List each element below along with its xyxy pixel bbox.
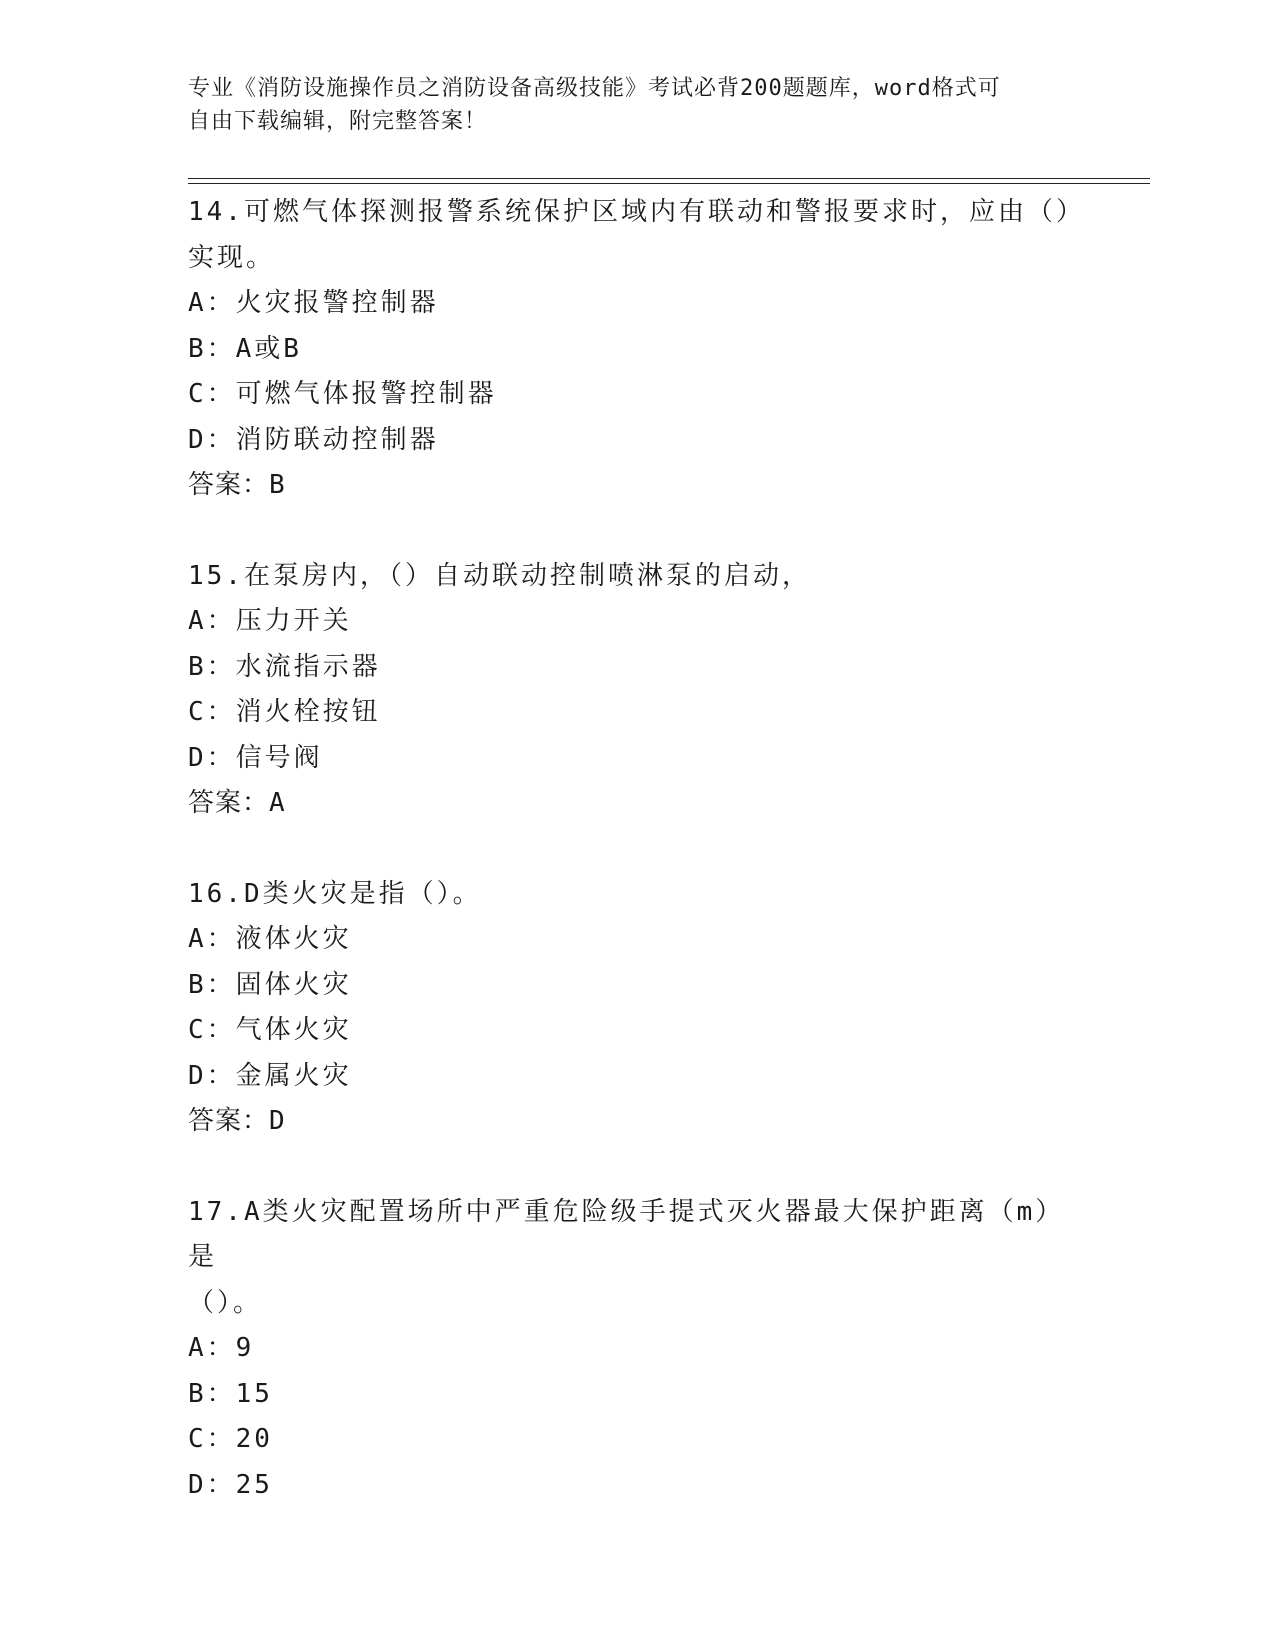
answer-label: 答案： [188, 470, 270, 500]
option-d: D：信号阀 [188, 742, 323, 773]
question-stem: 16.D类火灾是指（）。 [188, 878, 482, 909]
option-a: A：压力开关 [188, 606, 352, 636]
header-line-2: 自由下载编辑，附完整答案！ [188, 109, 488, 134]
answer-label: 答案： [188, 788, 270, 818]
option-c: C：气体火灾 [188, 1015, 352, 1045]
question-stem: 14.可燃气体探测报警系统保护区域内有联动和警报要求时，应由（） [188, 197, 1085, 227]
question-stem-continued: 实现。 [188, 242, 276, 273]
answer-label: 答案： [188, 1106, 270, 1136]
question-stem: 15.在泵房内，（）自动联动控制喷淋泵的启动， [188, 560, 811, 591]
question-14 [188, 190, 1088, 509]
document-header [188, 72, 1068, 138]
question-list [188, 190, 1088, 1553]
option-a: A：液体火灾 [188, 924, 352, 954]
answer-line [188, 781, 1088, 827]
option-a: A：9 [188, 1333, 255, 1363]
option-b: B：固体火灾 [188, 969, 352, 1000]
option-a: A：火灾报警控制器 [188, 288, 439, 318]
option-c: C：消火栓按钮 [188, 697, 381, 727]
header-divider-top [188, 178, 1150, 179]
option-d: D：金属火灾 [188, 1060, 352, 1091]
option-c: C：可燃气体报警控制器 [188, 379, 497, 409]
header-divider-bottom [188, 183, 1150, 184]
option-d: D：消防联动控制器 [188, 424, 439, 455]
question-stem: 17.A类火灾配置场所中严重危险级手提式灭火器最大保护距离（m）是 [188, 1196, 1065, 1272]
question-stem-continued: （）。 [188, 1287, 263, 1318]
answer-value: D [269, 1106, 286, 1136]
answer-line [188, 463, 1088, 509]
answer-value: B [269, 470, 286, 500]
question-17 [188, 1190, 1088, 1509]
question-15 [188, 554, 1088, 827]
option-c: C：20 [188, 1424, 273, 1454]
question-16 [188, 872, 1088, 1145]
option-b: B：A或B [188, 333, 302, 364]
header-line-1: 专业《消防设施操作员之消防设备高级技能》考试必背200题题库，word格式可 [188, 76, 1001, 101]
answer-value: A [269, 788, 286, 818]
option-d: D：25 [188, 1469, 273, 1500]
option-b: B：15 [188, 1378, 273, 1409]
answer-line [188, 1099, 1088, 1145]
option-b: B：水流指示器 [188, 651, 381, 682]
